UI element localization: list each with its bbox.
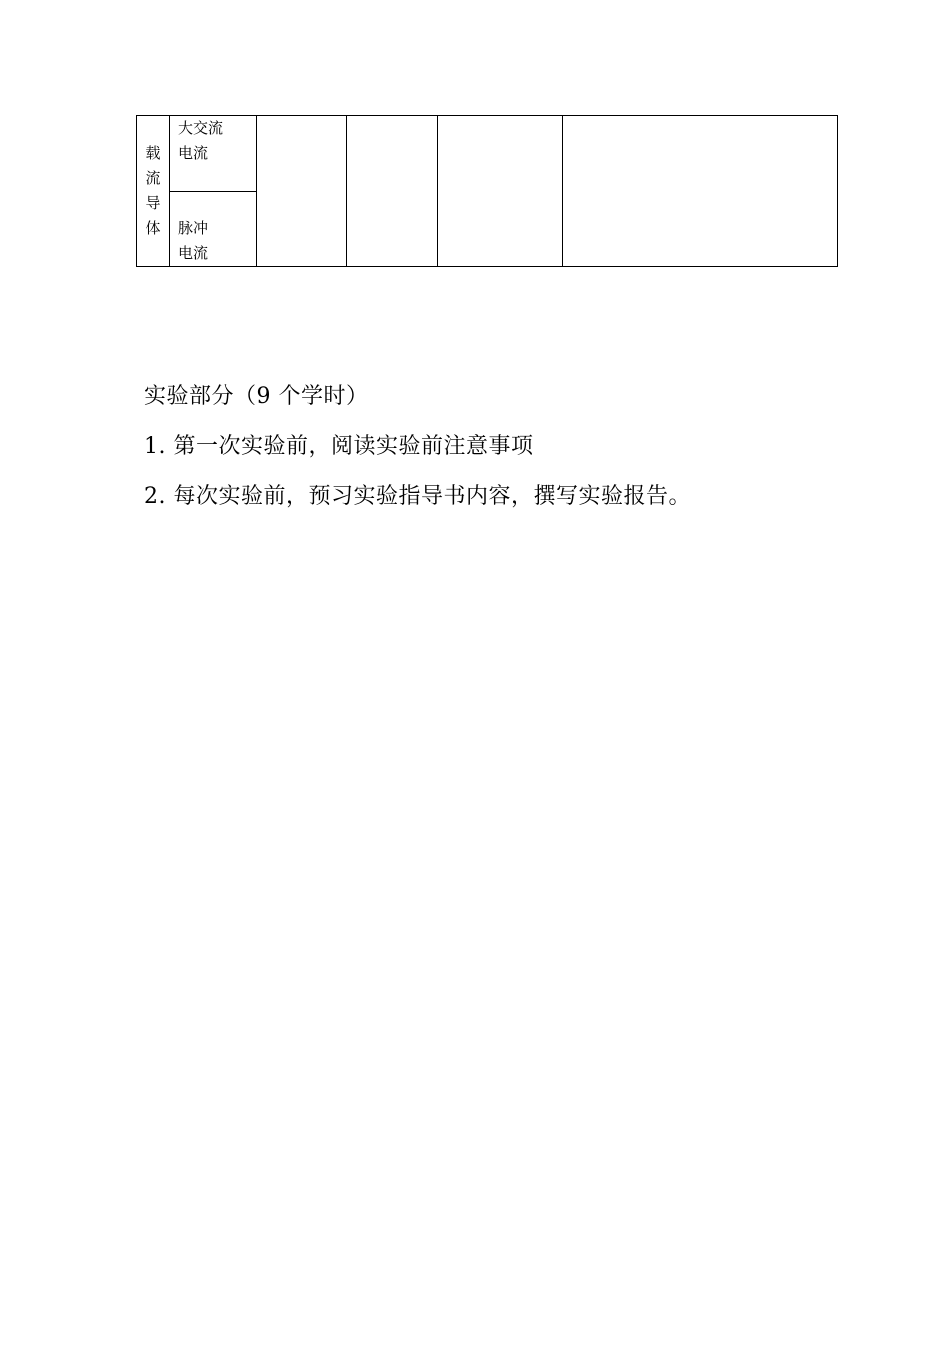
requirements-table — [136, 115, 838, 267]
list-item: 1. 第一次实验前，阅读实验前注意事项 — [144, 434, 534, 459]
section-title: 实验部分（9 个学时） — [144, 384, 369, 409]
empty-cell — [347, 116, 438, 267]
empty-cell — [257, 116, 347, 267]
list-item: 2. 每次实验前，预习实验指导书内容，撰写实验报告。 — [144, 484, 691, 509]
row-label-line: 大交流 — [178, 119, 224, 137]
group-label-char: 导 — [145, 194, 161, 212]
row-label-line: 电流 — [178, 144, 209, 162]
empty-cell — [438, 116, 563, 267]
group-label-cell — [137, 116, 170, 267]
group-label-char: 体 — [145, 219, 161, 237]
empty-cell — [563, 116, 838, 267]
group-label-char: 流 — [145, 169, 161, 187]
experiment-section — [144, 372, 691, 522]
row-label-cell — [170, 116, 257, 192]
row-label-line: 电流 — [178, 244, 209, 262]
group-label-char: 载 — [145, 144, 161, 162]
requirements-table-fragment — [136, 115, 838, 267]
row-label-line: 脉冲 — [178, 219, 209, 237]
row-label-cell — [170, 192, 257, 267]
table-row — [137, 116, 838, 192]
